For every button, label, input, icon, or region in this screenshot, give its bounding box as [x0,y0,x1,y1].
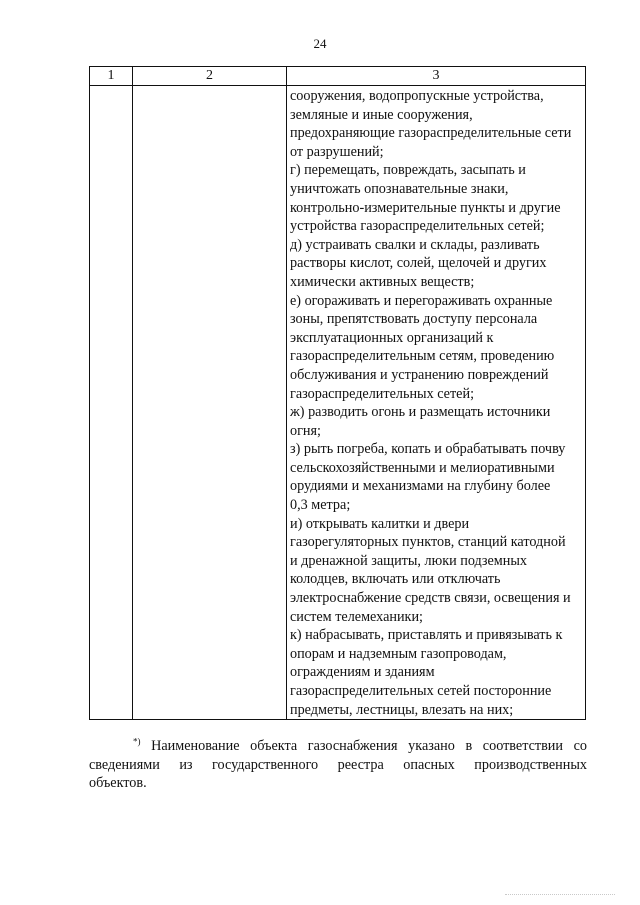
footnote-marker: *) [133,736,141,747]
text-line: г) перемещать, повреждать, засыпать и [290,162,526,179]
text-line: от разрушений; [290,143,384,160]
text-line: зоны, препятствовать доступу персонала [290,311,538,328]
text-line: газорегуляторных пунктов, станций катодной [290,534,566,551]
text-line: орудиями и механизмами на глубину более [290,478,551,495]
text-line: земляные и иные сооружения, [290,106,473,123]
text-line: ж) разводить огонь и размещать источники [290,404,551,421]
cell-col-3 [287,86,586,720]
text-line: к) набрасывать, приставлять и привязывать к [290,627,563,644]
text-line: огня; [290,422,321,439]
table-header-row [90,67,586,86]
scan-artifact [505,894,615,898]
text-line: 0,3 метра; [290,497,351,514]
text-line: обслуживания и устранению повреждений [290,366,549,383]
text-line: растворы кислот, солей, щелочей и других [290,255,547,272]
footnote-line: объектов. [89,775,147,792]
text-line: устройства газораспределительных сетей; [290,218,545,235]
column-header-3: 3 [287,67,586,86]
text-line: д) устраивать свалки и склады, разливать [290,236,540,253]
footnote [89,737,587,793]
cell-col-2 [133,86,287,720]
footnote-line [89,737,587,756]
text-line: з) рыть погреба, копать и обрабатывать почву [290,441,566,458]
requirements-table [89,66,586,720]
text-line: контрольно-измерительные пункты и другие [290,199,561,216]
text-line: предохраняющие газораспределительные сети [290,125,572,142]
text-line: колодцев, включать или отключать [290,571,501,588]
text-line: е) огораживать и перегораживать охранные [290,292,553,309]
text-line: и) открывать калитки и двери [290,515,470,532]
text-line: сооружения, водопропускные устройства, [290,88,544,104]
text-line: уничтожать опознавательные знаки, [290,180,509,197]
text-line: и дренажной защиты, люки подземных [290,552,527,569]
footnote-line: сведениями из государственного реестра опасных производственных [89,756,587,773]
text-line: эксплуатационных организаций к [290,329,494,346]
text-line: газораспределительных сетей; [290,385,475,402]
text-line: газораспределительным сетям, проведению [290,348,555,365]
text-line: электроснабжение средств связи, освещения и [290,590,571,607]
restrictions-text [287,86,585,719]
cell-col-1 [90,86,133,720]
text-line: ограждениям и зданиям [290,664,435,681]
text-line: сельскохозяйственными и мелиоративными [290,459,555,476]
column-header-2: 2 [133,67,287,86]
column-header-1: 1 [90,67,133,86]
table-row [90,86,586,720]
text-line: химически активных веществ; [290,273,475,290]
page-number: 24 [313,36,327,51]
text-line: систем телемеханики; [290,608,423,625]
text-line: предметы, лестницы, влезать на них; [290,701,514,718]
footnote-text: Наименование объекта газоснабжения указано в соответствии со [151,738,587,754]
text-line: газораспределительных сетей посторонние [290,683,552,699]
text-line: опорам и надземным газопроводам, [290,645,507,662]
